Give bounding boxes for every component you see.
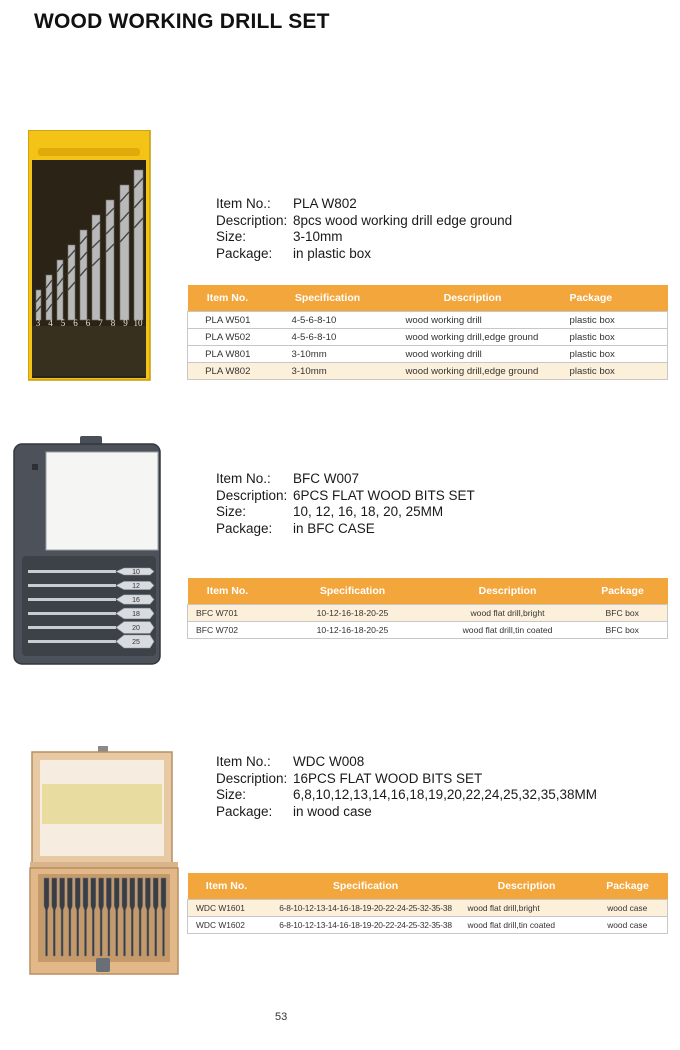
product-info-wdc (216, 754, 597, 820)
flat-bit-shaft (28, 612, 116, 615)
column-header-item-no: Item No. (188, 285, 268, 312)
item-no-label: Item No.: (216, 471, 271, 486)
drill-size-label: 5 (60, 318, 66, 328)
bit-size-label: 25 (132, 639, 140, 646)
cell-package: BFC box (578, 605, 668, 622)
item-no-label: Item No.: (216, 196, 271, 211)
drill-size-label: 7 (98, 318, 103, 328)
drill-size-label: 8 (110, 318, 116, 328)
column-header-specification: Specification (268, 285, 388, 312)
cell-description: wood working drill,edge ground (388, 363, 558, 380)
item-no-value: WDC W008 (293, 754, 365, 769)
description-label: Description: (216, 212, 288, 228)
cell-item-no: PLA W501 (188, 312, 268, 329)
flat-bits-wood-case-photo (28, 746, 180, 978)
cell-description: wood working drill (388, 346, 558, 363)
drill-size-label: 3 (35, 318, 41, 328)
item-no-value: BFC W007 (293, 471, 360, 486)
spec-table-pla (187, 285, 668, 380)
cell-description: wood flat drill,bright (438, 605, 578, 622)
column-header-description: Description (438, 578, 578, 605)
size-label: Size: (216, 229, 247, 244)
package-value: in BFC CASE (293, 520, 375, 536)
size-label: Size: (216, 504, 247, 519)
package-label: Package: (216, 520, 273, 536)
drill-size-label: 4 (48, 318, 53, 328)
page-title: WOOD WORKING DRILL SET (34, 10, 330, 33)
cell-item-no: WDC W1601 (188, 900, 266, 917)
column-header-specification: Specification (266, 873, 466, 900)
cell-package: plastic box (558, 329, 668, 346)
table-row (188, 329, 668, 346)
description-label: Description: (216, 770, 288, 786)
cell-item-no: PLA W502 (188, 329, 268, 346)
bit-size-label: 12 (132, 583, 140, 590)
size-value: 6,8,10,12,13,14,16,18,19,20,22,24,25,32,35,38MM (293, 787, 597, 802)
cell-item-no: PLA W802 (188, 363, 268, 380)
cell-specification: 4-5-6-8-10 (268, 329, 388, 346)
table-row (188, 346, 668, 363)
column-header-description: Description (466, 873, 588, 900)
table-row (188, 917, 668, 934)
spec-table-bfc (187, 578, 668, 639)
size-value: 3-10mm (293, 229, 343, 244)
flat-bit-shaft (28, 626, 116, 629)
cell-specification: 6-8-10-12-13-14-16-18-19-20-22-24-25-32-35-38 (266, 917, 466, 934)
flat-bit-shaft (28, 584, 116, 587)
flat-bit-shaft (28, 570, 116, 573)
cell-item-no: BFC W701 (188, 605, 268, 622)
cell-item-no: BFC W702 (188, 622, 268, 639)
spec-table-wdc (187, 873, 668, 934)
column-header-description: Description (388, 285, 558, 312)
cell-description: wood flat drill,tin coated (466, 917, 588, 934)
description-label: Description: (216, 487, 288, 503)
cell-package: wood case (588, 917, 668, 934)
description-value: 8pcs wood working drill edge ground (293, 212, 513, 228)
flat-bit-shaft (28, 640, 116, 643)
bit-size-label: 18 (132, 611, 140, 618)
drill-set-plastic-box-photo (28, 130, 152, 382)
bit-size-label: 20 (132, 625, 140, 632)
size-value: 10, 12, 16, 18, 20, 25MM (293, 504, 444, 519)
table-row (188, 622, 668, 639)
package-label: Package: (216, 803, 273, 819)
table-row-highlighted (188, 605, 668, 622)
bit-size-label: 16 (132, 597, 140, 604)
cell-specification: 6-8-10-12-13-14-16-18-19-20-22-24-25-32-35-38 (266, 900, 466, 917)
product-info-pla (216, 196, 512, 262)
cell-package: wood case (588, 900, 668, 917)
item-no-label: Item No.: (216, 754, 271, 769)
item-no-value: PLA W802 (293, 196, 357, 211)
cell-specification: 10-12-16-18-20-25 (268, 622, 438, 639)
cell-package: plastic box (558, 363, 668, 380)
flat-bits-bfc-case-photo (12, 436, 162, 666)
cell-description: wood flat drill,bright (466, 900, 588, 917)
description-value: 6PCS FLAT WOOD BITS SET (293, 487, 475, 503)
cell-package: plastic box (558, 312, 668, 329)
column-header-package: Package (588, 873, 668, 900)
drill-size-label: 9 (123, 318, 128, 328)
package-value: in plastic box (293, 245, 372, 261)
cell-specification: 4-5-6-8-10 (268, 312, 388, 329)
drill-size-label: 10 (133, 318, 143, 328)
cell-item-no: PLA W801 (188, 346, 268, 363)
column-header-package: Package (558, 285, 668, 312)
size-label: Size: (216, 787, 247, 802)
cell-package: plastic box (558, 346, 668, 363)
flat-bit-shaft (28, 598, 116, 601)
drill-size-label: 6 (85, 318, 91, 328)
column-header-item-no: Item No. (188, 873, 266, 900)
product-info-bfc (216, 471, 475, 537)
bit-size-label: 10 (132, 569, 140, 576)
cell-specification: 3-10mm (268, 363, 388, 380)
cell-description: wood flat drill,tin coated (438, 622, 578, 639)
column-header-item-no: Item No. (188, 578, 268, 605)
table-row-highlighted (188, 363, 668, 380)
table-row (188, 312, 668, 329)
column-header-specification: Specification (268, 578, 438, 605)
cell-description: wood working drill,edge ground (388, 329, 558, 346)
page-number: 53 (275, 1011, 288, 1023)
description-value: 16PCS FLAT WOOD BITS SET (293, 770, 483, 786)
cell-item-no: WDC W1602 (188, 917, 266, 934)
package-label: Package: (216, 245, 273, 261)
table-row-highlighted (188, 900, 668, 917)
cell-specification: 10-12-16-18-20-25 (268, 605, 438, 622)
cell-specification: 3-10mm (268, 346, 388, 363)
column-header-package: Package (578, 578, 668, 605)
drill-size-label: 6 (73, 318, 78, 328)
cell-description: wood working drill (388, 312, 558, 329)
package-value: in wood case (293, 803, 372, 819)
cell-package: BFC box (578, 622, 668, 639)
